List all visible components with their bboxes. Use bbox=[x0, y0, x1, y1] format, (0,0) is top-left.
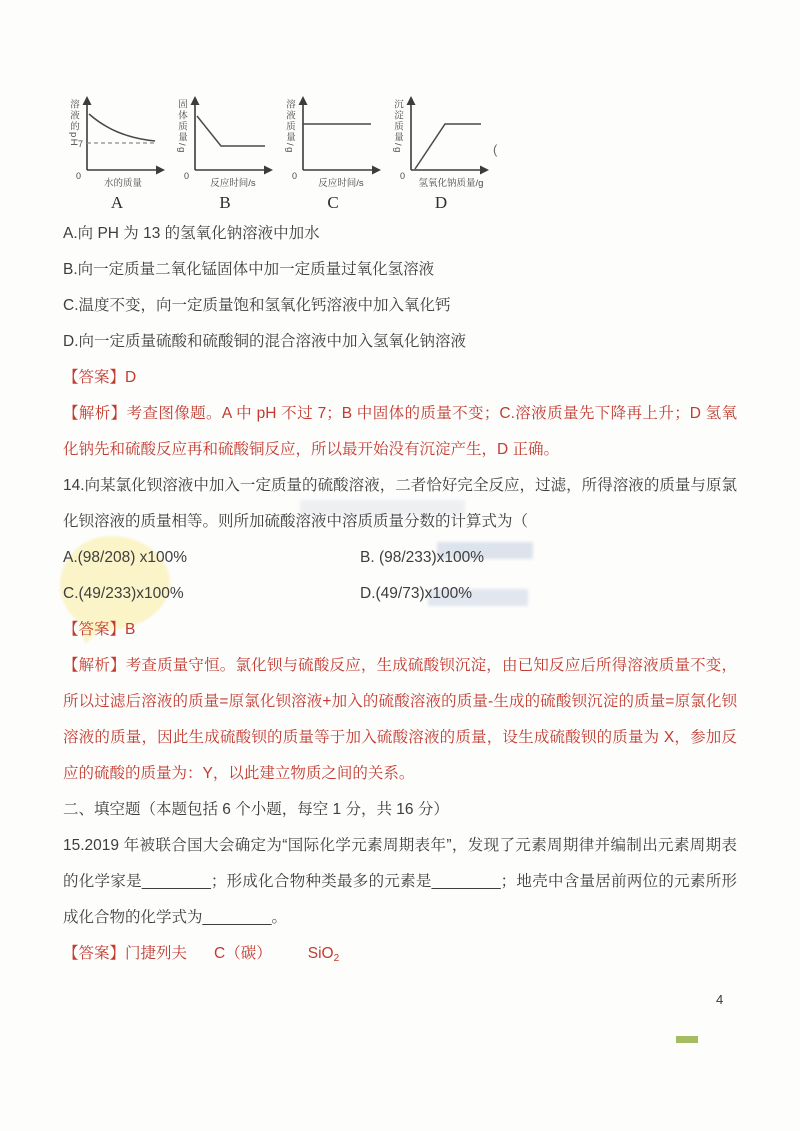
q14-answer-line bbox=[63, 612, 737, 648]
graph-C-caption: C bbox=[327, 193, 339, 212]
precipitate-mass-curve bbox=[415, 124, 481, 169]
graph-C bbox=[279, 94, 387, 216]
graph-D-plot bbox=[387, 94, 498, 192]
q15-answer-label: 【答案】 bbox=[63, 945, 126, 962]
q13-analysis-text: 考查图像题。A 中 pH 不过 7；B 中固体的质量不变；C.溶液质量先下降再上升；D 氢氧化钠先和硫酸反应再和硫酸铜反应，所以最开始没有沉淀产生，D 正确。 bbox=[63, 405, 737, 458]
page-number: 4 bbox=[716, 992, 724, 1007]
q15-answer-line bbox=[63, 936, 737, 977]
solid-mass-curve bbox=[197, 116, 265, 146]
q13-answer-value: D bbox=[125, 369, 137, 386]
q15-formula-subscript: 2 bbox=[333, 953, 340, 964]
origin-label: 0 bbox=[184, 171, 190, 181]
origin-label: 0 bbox=[76, 171, 82, 181]
graph-B-caption: B bbox=[219, 193, 231, 212]
section2-heading: 二、填空题（本题包括 6 个小题，每空 1 分，共 16 分） bbox=[63, 801, 449, 818]
q13-answer-line bbox=[63, 360, 737, 396]
y-axis-label: 溶液的pH bbox=[68, 99, 79, 148]
q13-option-a: A.向 PH 为 13 的氢氧化钠溶液中加水 bbox=[63, 225, 320, 242]
question13-open-paren: ( bbox=[493, 142, 498, 157]
graph-A-caption: A bbox=[110, 193, 124, 212]
q14-stem: 14.向某氯化钡溶液中加入一定质量的硫酸溶液，二者恰好完全反应，过滤，所得溶液的质量与原氯化钡溶液的质量相等。则所加硫酸溶液中溶质质量分数的计算式为（ bbox=[63, 477, 737, 530]
graph-D-caption: D bbox=[434, 193, 448, 212]
q15-answer-element: C（碳） bbox=[214, 945, 272, 962]
q14-answer-value: B bbox=[125, 621, 136, 638]
graph-D bbox=[387, 94, 498, 216]
q15-stem: 15.2019 年被联合国大会确定为“国际化学元素周期表年”，发现了元素周期律并编制出元素周期表的化学家是________；形成化合物种类最多的元素是________；地壳中含量居前两位的元素所形成化合物的化学式为________。 bbox=[63, 837, 737, 926]
x-axis-label: 反应时间/s bbox=[210, 178, 256, 189]
q15-answer-scientist: 门捷列夫 bbox=[125, 945, 188, 962]
q14-option-b: B. (98/233)x100% bbox=[360, 549, 485, 566]
graph-C-plot bbox=[279, 94, 387, 192]
y-axis-label: 沉淀质量/g bbox=[392, 99, 403, 154]
graph-B-plot bbox=[171, 94, 279, 192]
q13-option-d: D.向一定质量硫酸和硫酸铜的混合溶液中加入氢氧化钠溶液 bbox=[63, 333, 467, 350]
y-axis-label: 固体质量/g bbox=[176, 99, 187, 154]
q14-options bbox=[63, 540, 737, 612]
origin-label: 0 bbox=[292, 171, 298, 181]
question13-graphs-row bbox=[63, 94, 737, 216]
q14-option-c: C.(49/233)x100% bbox=[63, 585, 184, 602]
x-axis-label: 反应时间/s bbox=[318, 178, 364, 189]
graph-A bbox=[63, 94, 171, 216]
q14-option-a: A.(98/208) x100% bbox=[63, 549, 188, 566]
q14-analysis-label: 【解析】 bbox=[63, 657, 126, 674]
q13-analysis-label: 【解析】 bbox=[63, 405, 127, 422]
y-tick-7: 7 bbox=[78, 139, 84, 149]
graph-B bbox=[171, 94, 279, 216]
q13-option-c: C.温度不变，向一定质量饱和氢氧化钙溶液中加入氧化钙 bbox=[63, 297, 451, 314]
document-body bbox=[63, 216, 737, 977]
q14-analysis bbox=[63, 648, 737, 792]
q13-option-b: B.向一定质量二氧化锰固体中加一定质量过氧化氢溶液 bbox=[63, 261, 435, 278]
x-axis-label: 水的质量 bbox=[103, 178, 143, 189]
ph-curve bbox=[89, 114, 155, 141]
green-highlight-mark bbox=[676, 1036, 698, 1043]
q13-analysis bbox=[63, 396, 737, 468]
q14-option-d: D.(49/73)x100% bbox=[360, 585, 473, 602]
q15-answer-formula: SiO$_2$ bbox=[307, 945, 340, 964]
graph-A-plot bbox=[63, 94, 171, 192]
q13-answer-label: 【答案】 bbox=[63, 369, 126, 386]
q14-answer-label: 【答案】 bbox=[63, 621, 126, 638]
y-axis-label: 溶液质量/g bbox=[284, 99, 295, 154]
x-axis-label: 氢氧化钠质量/g bbox=[418, 178, 484, 189]
origin-label: 0 bbox=[400, 171, 406, 181]
q14-analysis-text: 考查质量守恒。氯化钡与硫酸反应，生成硫酸钡沉淀，由已知反应后所得溶液质量不变，所以过滤后溶液的质量=原氯化钡溶液+加入的硫酸溶液的质量-生成的硫酸钡沉淀的质量=原氯化钡溶液的质量，因此生成硫酸钡的质量等于加入硫酸溶液的质量，设生成硫酸钡的质量为 X，参加反应的硫酸的质量为：Y，以此建立物质之间的关系。 bbox=[63, 657, 737, 782]
